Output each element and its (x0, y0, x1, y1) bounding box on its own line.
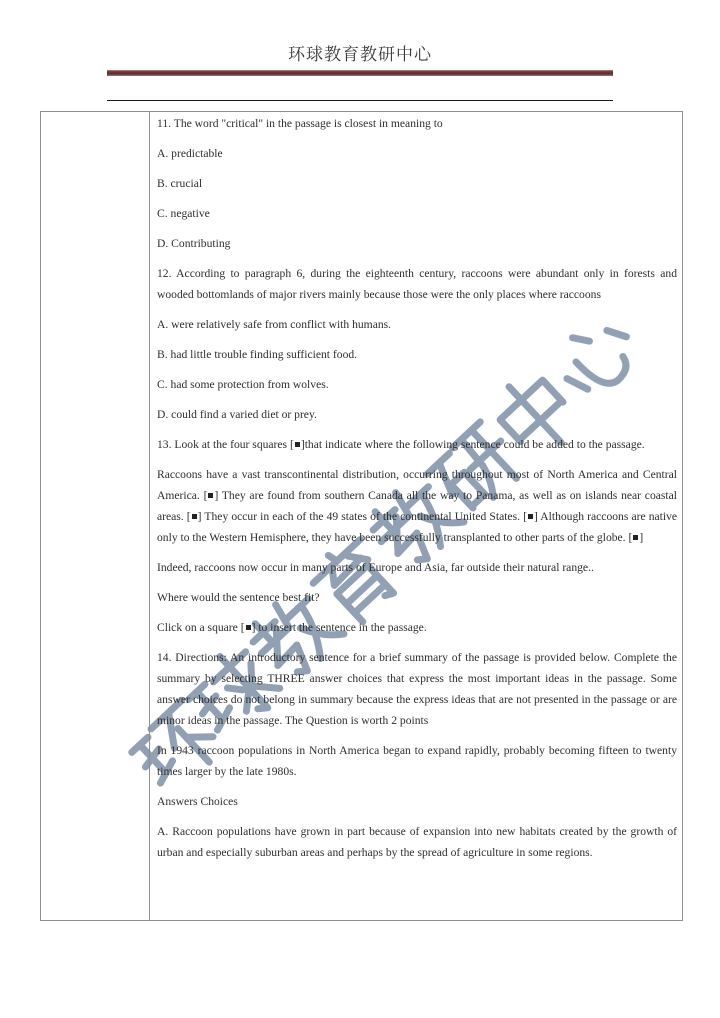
insert-square-3-icon[interactable] (528, 514, 533, 519)
header-thin-rule (107, 100, 613, 101)
q14-choices-heading: Answers Choices (157, 795, 238, 808)
table-content-cell (157, 112, 677, 863)
q11-stem: 11. The word "critical" in the passage is closest in meaning to (157, 117, 443, 130)
q13-instruction-after: ] to insert the sentence in the passage. (251, 621, 427, 634)
q12-option-c[interactable]: C. had some protection from wolves. (157, 378, 329, 391)
table-left-cell (41, 112, 150, 920)
q13-instruction (157, 617, 677, 638)
insert-square-2-icon[interactable] (192, 514, 197, 519)
question-table (40, 111, 683, 921)
q14-intro-sentence: In 1943 raccoon populations in North America began to expand rapidly, probably becoming fifteen to twenty times larger by the late 1980s. (157, 744, 677, 778)
q11-option-b[interactable]: B. crucial (157, 177, 203, 190)
q14-choice-a[interactable]: A. Raccoon populations have grown in part because of expansion into new habitats created by the growth of urban and especially suburban areas and perhaps by the spread of agriculture in some regions. (157, 825, 677, 859)
q13-stem-before: 13. Look at the four squares [ (157, 438, 294, 451)
q13-stem-after: ]that indicate where the following sentence could be added to the passage. (300, 438, 645, 451)
q11-option-a[interactable]: A. predictable (157, 147, 223, 160)
q11-option-d[interactable]: D. Contributing (157, 237, 231, 250)
q12-option-a[interactable]: A. were relatively safe from conflict with humans. (157, 318, 392, 331)
q13-stem (157, 434, 677, 455)
document-header-title: 环球教育教研中心 (288, 45, 432, 65)
insert-square-4-icon[interactable] (633, 535, 638, 540)
header-double-rule (107, 70, 613, 76)
q13-passage-part-1: Raccoons have a vast transcontinental distribution, occurring throughout most of North America and Central America. [ (157, 468, 677, 502)
q13-passage-part-2: ] They are found from southern Canada all the way to Panama, as well as on islands near coastal areas. [ (157, 489, 677, 523)
q13-passage-part-4: ] Although raccoons are native only to the Western Hemisphere, they have been successfully transplanted to other parts of the globe. [ (157, 510, 678, 544)
square-marker-icon (246, 625, 251, 630)
square-marker-icon (295, 442, 300, 447)
q13-passage (157, 464, 677, 548)
q11-option-c[interactable]: C. negative (157, 207, 210, 220)
q12-option-b[interactable]: B. had little trouble finding sufficient food. (157, 348, 358, 361)
q13-instruction-before: Click on a square [ (157, 621, 245, 634)
q13-insert-sentence: Indeed, raccoons now occur in many parts of Europe and Asia, far outside their natural range.. (157, 561, 594, 574)
q13-passage-part-3: ] They occur in each of the 49 states of the continental United States. [ (197, 510, 527, 523)
q12-option-d[interactable]: D. could find a varied diet or prey. (157, 408, 317, 421)
q13-passage-part-5: ] (639, 531, 644, 544)
q12-stem: 12. According to paragraph 6, during the eighteenth century, raccoons were abundant only in forests and wooded bottomlands of major rivers mainly because those were the only places where raccoons (157, 267, 677, 301)
q14-directions: 14. Directions: An introductory sentence for a brief summary of the passage is provided below. Complete the summary by selecting THREE answer choices that express the most important ideas in the passage. Some answer choices do not belong in summary because the express ideas that are not presented in the passage or are minor ideas in the passage. The Question is worth 2 points (157, 651, 677, 727)
insert-square-1-icon[interactable] (208, 493, 213, 498)
q13-prompt: Where would the sentence best fit? (157, 591, 320, 604)
